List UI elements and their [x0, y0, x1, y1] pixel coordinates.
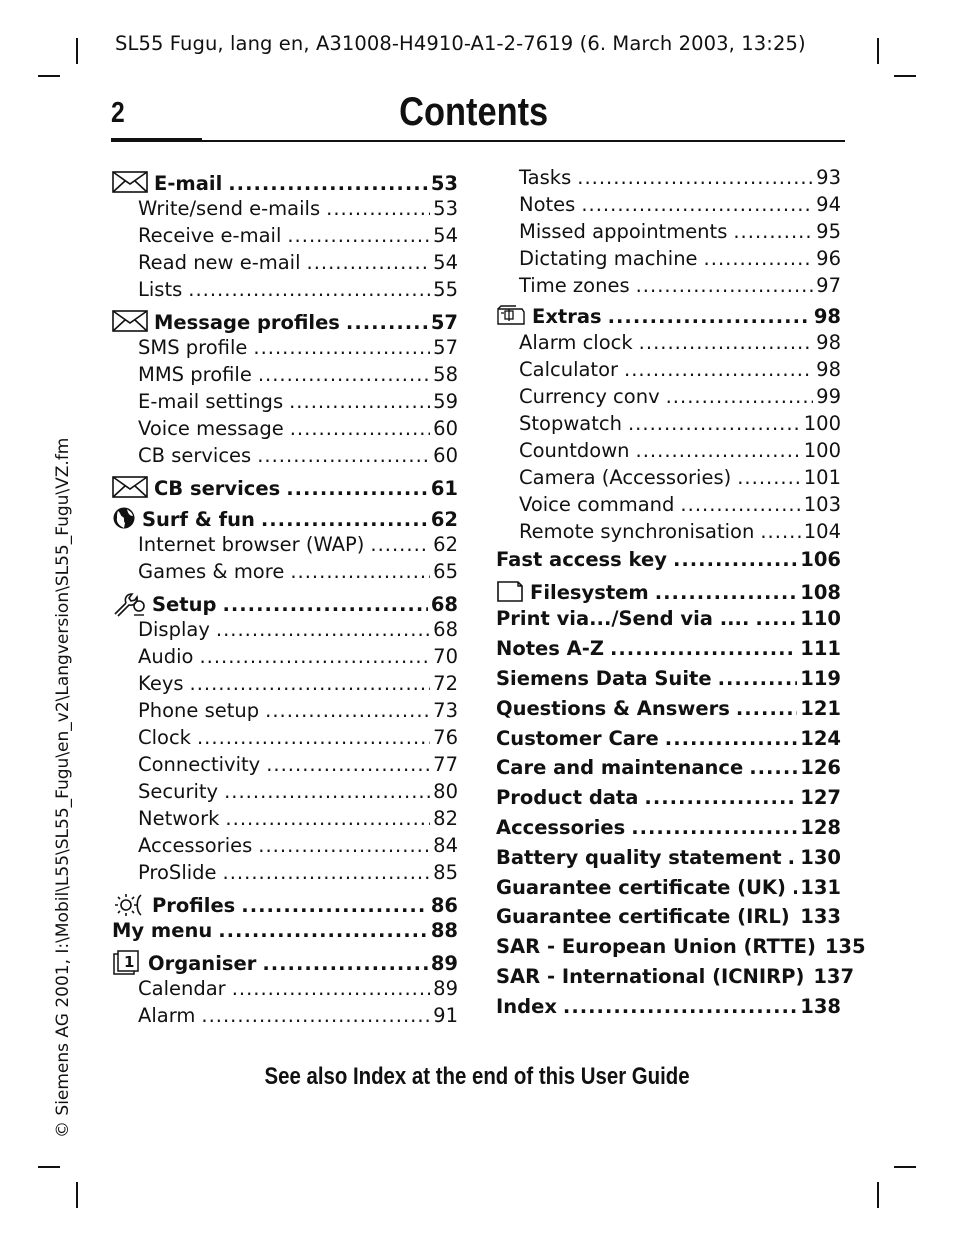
dot-leader [737, 464, 801, 491]
toc-entry-label: E-mail settings [138, 390, 284, 413]
toc-entry [496, 218, 841, 245]
toc-entry-label: Receive e-mail [138, 224, 282, 247]
globe-icon [112, 506, 136, 530]
dot-leader [631, 813, 797, 843]
toc-entry-page: 59 [433, 390, 458, 413]
toc-entry [112, 587, 458, 616]
toc-entry [496, 664, 841, 694]
dot-leader [581, 191, 813, 218]
toc-entry-label: ProSlide [138, 861, 217, 884]
toc-entry-label: Accessories [496, 815, 626, 839]
toc-entry-label: Read new e-mail [138, 251, 301, 274]
dot-leader [232, 975, 430, 1002]
title-rule [111, 140, 845, 142]
dot-leader [636, 272, 814, 299]
dot-leader [290, 415, 430, 442]
dot-leader [655, 578, 798, 608]
toc-entry-page: 130 [800, 845, 841, 869]
dot-leader [644, 783, 797, 813]
page-title [0, 90, 954, 135]
toc-entry [112, 531, 458, 558]
dot-leader [704, 245, 814, 272]
dot-leader [563, 992, 797, 1022]
toc-entry [112, 697, 458, 724]
toc-entry [496, 272, 841, 299]
toc-entry-label: Internet browser (WAP) [138, 533, 365, 556]
toc-entry [496, 783, 841, 813]
toc-entry [112, 442, 458, 469]
toc-entry-page: 77 [433, 753, 458, 776]
wrench-icon [112, 591, 146, 615]
toc-entry [496, 491, 841, 518]
toc-entry-page: 91 [433, 1004, 458, 1027]
toc-entry-label: Guarantee certificate (IRL) [496, 905, 790, 929]
toc-entry-page: 126 [800, 756, 841, 780]
toc-entry-label: Notes [519, 193, 576, 216]
toc-entry-label: Guarantee certificate (UK) [496, 875, 786, 899]
toc-entry [496, 356, 841, 383]
toc-entry-label: Connectivity [138, 753, 261, 776]
toc-entry-page: 106 [800, 547, 841, 571]
toc-entry [112, 975, 458, 1002]
toc-entry [496, 634, 841, 664]
toc-entry-label: Accessories [138, 834, 253, 857]
toc-entry-page: 94 [816, 193, 841, 216]
toc-entry [496, 902, 841, 932]
toc-entry-label: Clock [138, 726, 191, 749]
dot-leader [628, 410, 801, 437]
toc-entry-label: Voice command [519, 492, 675, 516]
dot-leader [736, 694, 797, 724]
toc-entry-label: Alarm clock [519, 330, 633, 354]
toc-entry-page: 89 [433, 977, 458, 1000]
toc-entry-page: 98 [813, 305, 841, 328]
dot-leader [792, 873, 797, 903]
toc-entry [112, 917, 458, 944]
dot-leader [624, 356, 813, 383]
toc-entry-page: 104 [803, 519, 841, 543]
toc-entry-label: Currency conv [519, 384, 660, 408]
dot-leader [287, 222, 430, 249]
dot-leader [718, 664, 798, 694]
toc-entry-label: Calendar [138, 977, 226, 1000]
toc-entry-label: SAR - International (ICNIRP) [496, 964, 805, 988]
dot-leader [370, 531, 430, 558]
toc-entry-label: Calculator [519, 357, 619, 381]
crop-mark [76, 38, 78, 64]
toc-entry [496, 962, 855, 992]
toc-entry [112, 616, 458, 643]
toc-entry-page: 88 [430, 919, 458, 942]
toc-entry [112, 361, 458, 388]
toc-entry-page: 58 [433, 363, 458, 386]
toc-entry [496, 575, 841, 605]
footer-note-text: See also Index at the end of this User Guide [264, 1063, 690, 1090]
toc-entry [496, 694, 841, 724]
toc-entry [112, 388, 458, 415]
toc-entry-page: 55 [433, 278, 458, 301]
toc-entry-label: Battery quality statement [496, 845, 782, 869]
crop-mark [894, 1166, 916, 1168]
toc-entry-label: Alarm [138, 1004, 196, 1027]
toc-entry-page: 68 [433, 618, 458, 641]
toc-entry-page: 60 [433, 444, 458, 467]
toc-entry-page: 103 [803, 492, 841, 516]
toc-entry [112, 888, 458, 917]
toc-entry-page: 53 [433, 197, 458, 220]
toc-entry-page: 68 [430, 593, 458, 616]
toc-entry-page: 96 [816, 247, 841, 270]
toc-entry-page: 60 [433, 417, 458, 440]
toc-entry [112, 859, 458, 886]
toc-entry [112, 502, 458, 531]
page-number: 2 [111, 97, 125, 129]
toc-entry-label: MMS profile [138, 363, 252, 386]
page-title-text: Contents [399, 90, 549, 134]
toc-entry-label: Questions & Answers [496, 696, 730, 720]
toc-entry [112, 276, 458, 303]
toc-entry-label: Audio [138, 645, 194, 668]
toc-entry [112, 166, 458, 195]
envelope-icon [112, 475, 148, 499]
toc-entry-page: 84 [433, 834, 458, 857]
toc-entry-page: 82 [433, 807, 458, 830]
toc-entry-page: 62 [430, 508, 458, 531]
toc-entry-label: Missed appointments [519, 220, 728, 243]
crop-mark [76, 1182, 78, 1208]
toc-entry-label: Tasks [519, 166, 572, 189]
dot-leader [222, 591, 427, 618]
toc-entry-page: 119 [800, 666, 841, 690]
toc-entry-page: 89 [430, 952, 458, 975]
toc-entry-page: 98 [816, 330, 841, 354]
toc-entry-label: Fast access key [496, 547, 667, 571]
toc-entry-page: 54 [433, 251, 458, 274]
dot-leader [262, 950, 428, 977]
toc-entry-label: Organiser [148, 952, 257, 975]
dot-leader [223, 859, 431, 886]
toc-entry [496, 329, 841, 356]
crop-mark [877, 38, 879, 64]
folder-icon [496, 579, 524, 603]
dot-leader [326, 195, 430, 222]
dot-leader [201, 1002, 430, 1029]
toc-entry-page: 111 [800, 637, 841, 661]
toc-entry-page: 99 [816, 384, 841, 408]
toc-entry-label: Dictating machine [519, 247, 698, 270]
crop-mark [894, 75, 916, 77]
dot-leader [224, 778, 430, 805]
dot-leader [265, 697, 430, 724]
toc-entry-label: Time zones [519, 274, 630, 297]
crop-mark [877, 1182, 879, 1208]
dot-leader [788, 843, 798, 873]
toc-entry [496, 464, 841, 491]
toc-entry [112, 471, 458, 500]
toc-entry [496, 545, 841, 575]
envelope-icon [112, 170, 148, 194]
toc-entry-label: Security [138, 780, 219, 803]
dot-leader [608, 302, 811, 332]
toc-entry-label: Write/send e-mails [138, 197, 321, 220]
toc-entry-label: Display [138, 618, 210, 641]
dot-leader [258, 832, 430, 859]
toc-entry-page: 80 [433, 780, 458, 803]
profiles-icon [112, 892, 146, 916]
toc-entry-page: 95 [816, 220, 841, 243]
toc-entry-label: Lists [138, 278, 183, 301]
toc-entry [496, 724, 841, 754]
toc-entry-label: SAR - European Union (RTTE) [496, 935, 816, 959]
toc-entry-page: 73 [433, 699, 458, 722]
toc-entry-page: 76 [433, 726, 458, 749]
dot-leader [755, 604, 797, 634]
toc-entry-page: 62 [433, 533, 458, 556]
toc-entry-page: 93 [816, 166, 841, 189]
toc-entry-label: Message profiles [154, 311, 340, 334]
dot-leader [253, 334, 430, 361]
toc-entry-label: CB services [154, 477, 281, 500]
toc-entry [112, 558, 458, 585]
toc-entry-page: 128 [800, 815, 841, 839]
dot-leader [257, 442, 430, 469]
dot-leader [666, 383, 814, 410]
toc-entry [496, 753, 841, 783]
dot-leader [289, 388, 430, 415]
toc-entry-label: Profiles [152, 894, 236, 917]
dot-leader [199, 643, 430, 670]
toc-entry-label: Camera (Accessories) [519, 465, 732, 489]
toc-entry-label: Games & more [138, 560, 285, 583]
toc-entry [112, 305, 458, 334]
toc-entry-label: Network [138, 807, 220, 830]
toc-entry-page: 97 [816, 274, 841, 297]
dot-leader [346, 309, 428, 336]
dot-leader [680, 491, 800, 518]
toc-entry [496, 604, 841, 634]
toc-entry-label: Filesystem [530, 580, 649, 604]
svg-text:1: 1 [124, 953, 135, 971]
side-file-path: © Siemens AG 2001, I:\Mobil\L55\SL55_Fugu\en_v2\Langversion\SL55_Fugu\VZ.fm [53, 437, 73, 1138]
toc-entry-page: 138 [800, 994, 841, 1018]
toc-entry-label: Customer Care [496, 726, 659, 750]
dot-leader [188, 276, 430, 303]
toc-entry-page: 135 [824, 935, 866, 959]
toc-entry-page: 86 [430, 894, 458, 917]
envelope-icon [112, 309, 148, 333]
toc-entry-page: 54 [433, 224, 458, 247]
toc-entry-page: 70 [433, 645, 458, 668]
toc-entry [496, 191, 841, 218]
toc-entry [112, 249, 458, 276]
toc-entry-page: 131 [800, 875, 841, 899]
toc-entry-label: Siemens Data Suite [496, 666, 712, 690]
toc-entry [112, 195, 458, 222]
toc-entry-label: Notes A-Z [496, 637, 604, 661]
dot-leader [225, 805, 430, 832]
toc-right-column [496, 164, 866, 1022]
dot-leader [258, 361, 430, 388]
toc-entry [496, 813, 841, 843]
dot-leader [241, 892, 428, 919]
toc-entry-page: 98 [816, 357, 841, 381]
toc-entry-page: 108 [800, 580, 841, 604]
toc-entry-label: Voice message [138, 417, 284, 440]
dot-leader [261, 506, 428, 533]
toc-entry [112, 832, 458, 859]
toc-entry-label: My menu [112, 919, 213, 942]
dot-leader [749, 753, 797, 783]
toc-entry-page: 101 [803, 465, 841, 489]
toc-entry [496, 164, 841, 191]
dot-leader [636, 437, 801, 464]
toc-entry [112, 778, 458, 805]
toc-entry [112, 415, 458, 442]
toc-entry [496, 992, 841, 1022]
toc-entry [112, 805, 458, 832]
toc-entry [496, 410, 841, 437]
dot-leader [673, 545, 797, 575]
toc-entry-label: Keys [138, 672, 184, 695]
toc-entry-label: Print via.../Send via .... [496, 607, 750, 631]
crop-mark [38, 1166, 60, 1168]
title-bar [111, 138, 202, 142]
dot-leader [577, 164, 813, 191]
toc-entry [112, 1002, 458, 1029]
toc-left-column [112, 164, 458, 1029]
dot-leader [218, 917, 428, 944]
dot-leader [733, 218, 813, 245]
dot-leader [228, 170, 428, 197]
toc-entry-page: 57 [433, 336, 458, 359]
toc-entry-page: 100 [803, 438, 841, 462]
dot-leader [266, 751, 430, 778]
dot-leader [639, 329, 814, 356]
toc-entry-label: Stopwatch [519, 411, 622, 435]
organiser-icon [112, 950, 142, 974]
toc-entry-label: Index [496, 994, 557, 1018]
toc-entry-page: 137 [813, 964, 855, 988]
toc-entry-page: 65 [433, 560, 458, 583]
toc-entry [496, 245, 841, 272]
toc-entry [112, 643, 458, 670]
toc-entry [112, 724, 458, 751]
toc-entry-page: 121 [800, 696, 841, 720]
dot-leader [610, 634, 797, 664]
dot-leader [760, 518, 800, 545]
dot-leader [286, 475, 428, 502]
toc-entry-page: 124 [800, 726, 841, 750]
toc-entry-label: Remote synchronisation [519, 519, 755, 543]
toc-entry [496, 843, 841, 873]
dot-leader [290, 558, 430, 585]
toc-entry-page: 127 [800, 786, 841, 810]
toc-entry [496, 873, 841, 903]
toc-entry-label: Extras [532, 305, 602, 328]
toc-entry-page: 57 [430, 311, 458, 334]
toc-entry-label: Product data [496, 786, 639, 810]
toc-entry [112, 751, 458, 778]
toc-entry-page: 53 [430, 172, 458, 195]
toc-entry-label: E-mail [154, 172, 223, 195]
toc-entry [496, 518, 841, 545]
toc-entry [112, 222, 458, 249]
toc-entry [112, 334, 458, 361]
toc-entry-page: 133 [800, 905, 841, 929]
dot-leader [216, 616, 430, 643]
toc-entry-page: 110 [800, 607, 841, 631]
file-info-header: SL55 Fugu, lang en, A31008-H4910-A1-2-7619 (6. March 2003, 13:25) [115, 32, 806, 55]
toc-entry-label: Setup [152, 593, 217, 616]
toc-entry-page: 72 [433, 672, 458, 695]
toc-entry [496, 437, 841, 464]
footer-note [0, 1063, 954, 1091]
toc-entry [496, 932, 866, 962]
dot-leader [796, 902, 798, 932]
toc-entry-label: Care and maintenance [496, 756, 744, 780]
toc-entry-page: 100 [803, 411, 841, 435]
dot-leader [307, 249, 431, 276]
extras-icon [496, 303, 526, 327]
toc-entry-page: 85 [433, 861, 458, 884]
dot-leader [665, 724, 798, 754]
toc-entry-label: SMS profile [138, 336, 248, 359]
toc-entry-label: Phone setup [138, 699, 260, 722]
dot-leader [190, 670, 431, 697]
toc-entry [112, 946, 458, 975]
dot-leader [197, 724, 430, 751]
toc-entry [496, 383, 841, 410]
toc-entry-label: Surf & fun [142, 508, 255, 531]
toc-entry-page: 61 [430, 477, 458, 500]
toc-entry [496, 299, 841, 329]
toc-entry-label: Countdown [519, 438, 630, 462]
crop-mark [38, 75, 60, 77]
toc-entry-label: CB services [138, 444, 252, 467]
toc-entry [112, 670, 458, 697]
